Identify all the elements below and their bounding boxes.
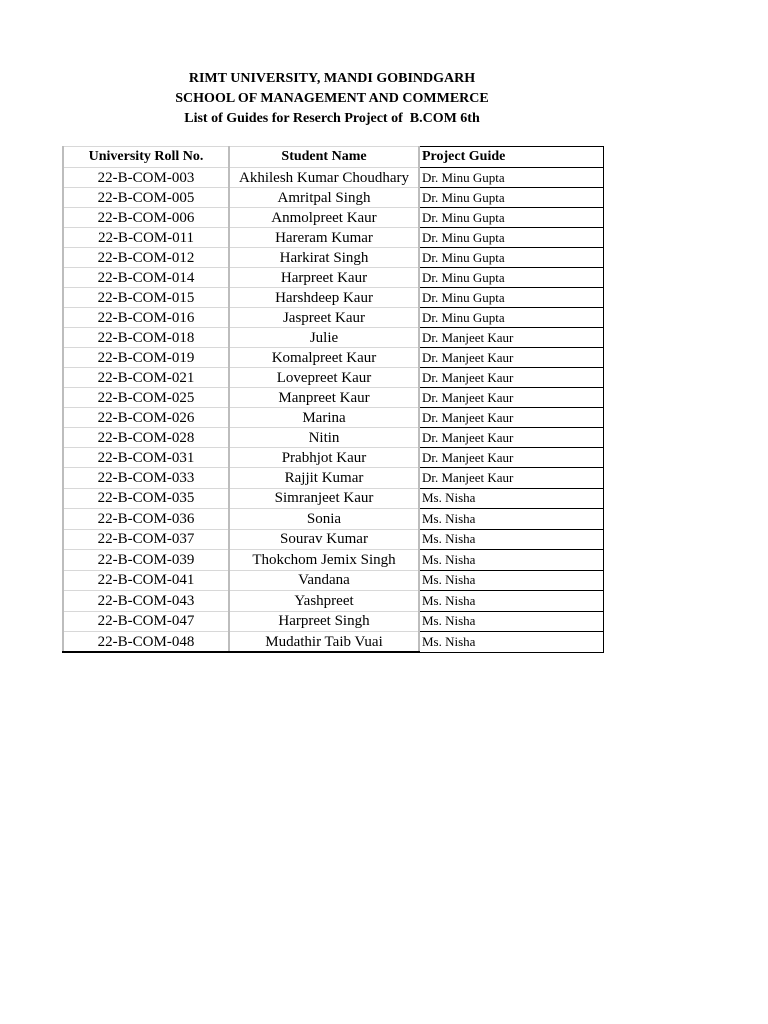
student-name-cell: Manpreet Kaur [229,388,419,408]
student-name-cell: Lovepreet Kaur [229,368,419,388]
student-name-cell: Amritpal Singh [229,188,419,208]
column-header-roll-no: University Roll No. [63,147,229,168]
project-guide-cell: Dr. Minu Gupta [419,248,603,268]
project-guide-cell: Ms. Nisha [419,591,603,612]
roll-no-cell: 22-B-COM-033 [63,468,229,489]
project-guide-cell: Dr. Minu Gupta [419,208,603,228]
project-guide-cell: Dr. Minu Gupta [419,188,603,208]
roll-no-cell: 22-B-COM-005 [63,188,229,208]
table-row [63,368,603,388]
student-name-cell: Harpreet Kaur [229,268,419,288]
project-guide-cell: Dr. Manjeet Kaur [419,388,603,408]
guides-table [62,146,604,653]
project-guide-cell: Dr. Manjeet Kaur [419,348,603,368]
table-row [63,288,603,308]
project-guide-cell: Dr. Minu Gupta [419,268,603,288]
table-row [63,428,603,448]
project-guide-cell: Dr. Manjeet Kaur [419,328,603,348]
table-row [63,248,603,268]
roll-no-cell: 22-B-COM-043 [63,591,229,612]
project-guide-cell: Dr. Manjeet Kaur [419,408,603,428]
table-row [63,488,603,509]
student-name-cell: Marina [229,408,419,428]
column-header-project-guide: Project Guide [419,147,603,168]
student-name-cell: Hareram Kumar [229,228,419,248]
table-row [63,509,603,530]
table-row [63,529,603,550]
school-title: SCHOOL OF MANAGEMENT AND COMMERCE [175,91,489,106]
project-guide-cell: Dr. Minu Gupta [419,308,603,328]
roll-no-cell: 22-B-COM-031 [63,448,229,468]
table-row [63,228,603,248]
student-name-cell: Nitin [229,428,419,448]
project-guide-cell: Ms. Nisha [419,550,603,571]
roll-no-cell: 22-B-COM-006 [63,208,229,228]
student-name-cell: Sourav Kumar [229,529,419,550]
student-name-cell: Rajjit Kumar [229,468,419,489]
table-row [63,448,603,468]
roll-no-cell: 22-B-COM-036 [63,509,229,530]
roll-no-cell: 22-B-COM-018 [63,328,229,348]
roll-no-cell: 22-B-COM-026 [63,408,229,428]
roll-no-cell: 22-B-COM-035 [63,488,229,509]
student-name-cell: Yashpreet [229,591,419,612]
table-row [63,468,603,489]
roll-no-cell: 22-B-COM-048 [63,632,229,653]
student-name-cell: Mudathir Taib Vuai [229,632,419,653]
roll-no-cell: 22-B-COM-003 [63,168,229,188]
student-name-cell: Harshdeep Kaur [229,288,419,308]
table-row [63,168,603,188]
table-body [63,168,603,653]
student-name-cell: Simranjeet Kaur [229,488,419,509]
project-guide-cell: Ms. Nisha [419,611,603,632]
table-row [63,388,603,408]
table-row [63,550,603,571]
roll-no-cell: 22-B-COM-015 [63,288,229,308]
roll-no-cell: 22-B-COM-012 [63,248,229,268]
table-row [63,268,603,288]
table-row [63,591,603,612]
roll-no-cell: 22-B-COM-011 [63,228,229,248]
project-guide-cell: Dr. Minu Gupta [419,228,603,248]
project-guide-cell: Ms. Nisha [419,632,603,653]
project-guide-cell: Dr. Manjeet Kaur [419,448,603,468]
student-name-cell: Prabhjot Kaur [229,448,419,468]
student-name-cell: Vandana [229,570,419,591]
student-name-cell: Sonia [229,509,419,530]
roll-no-cell: 22-B-COM-016 [63,308,229,328]
table-row [63,188,603,208]
table-row [63,611,603,632]
roll-no-cell: 22-B-COM-037 [63,529,229,550]
project-guide-cell: Dr. Minu Gupta [419,168,603,188]
student-name-cell: Julie [229,328,419,348]
student-name-cell: Harkirat Singh [229,248,419,268]
table-row [63,308,603,328]
roll-no-cell: 22-B-COM-028 [63,428,229,448]
student-name-cell: Akhilesh Kumar Choudhary [229,168,419,188]
student-name-cell: Harpreet Singh [229,611,419,632]
table-row [63,408,603,428]
project-guide-cell: Dr. Manjeet Kaur [419,428,603,448]
student-name-cell: Thokchom Jemix Singh [229,550,419,571]
university-title: RIMT UNIVERSITY, MANDI GOBINDGARH [188,71,476,86]
list-title: List of Guides for Reserch Project of B.COM 6th [184,111,480,126]
roll-no-cell: 22-B-COM-047 [63,611,229,632]
student-name-cell: Jaspreet Kaur [229,308,419,328]
roll-no-cell: 22-B-COM-041 [63,570,229,591]
project-guide-cell: Ms. Nisha [419,529,603,550]
project-guide-cell: Dr. Manjeet Kaur [419,468,603,489]
table-row [63,328,603,348]
project-guide-cell: Ms. Nisha [419,570,603,591]
table-row [63,348,603,368]
student-name-cell: Komalpreet Kaur [229,348,419,368]
roll-no-cell: 22-B-COM-039 [63,550,229,571]
project-guide-cell: Ms. Nisha [419,488,603,509]
roll-no-cell: 22-B-COM-019 [63,348,229,368]
table-row [63,208,603,228]
column-header-student-name: Student Name [229,147,419,168]
roll-no-cell: 22-B-COM-021 [63,368,229,388]
project-guide-cell: Dr. Manjeet Kaur [419,368,603,388]
roll-no-cell: 22-B-COM-025 [63,388,229,408]
project-guide-cell: Ms. Nisha [419,509,603,530]
table-row [63,632,603,653]
student-name-cell: Anmolpreet Kaur [229,208,419,228]
document-header [0,69,664,129]
table-row [63,570,603,591]
table-header-row [63,147,603,168]
roll-no-cell: 22-B-COM-014 [63,268,229,288]
project-guide-cell: Dr. Minu Gupta [419,288,603,308]
